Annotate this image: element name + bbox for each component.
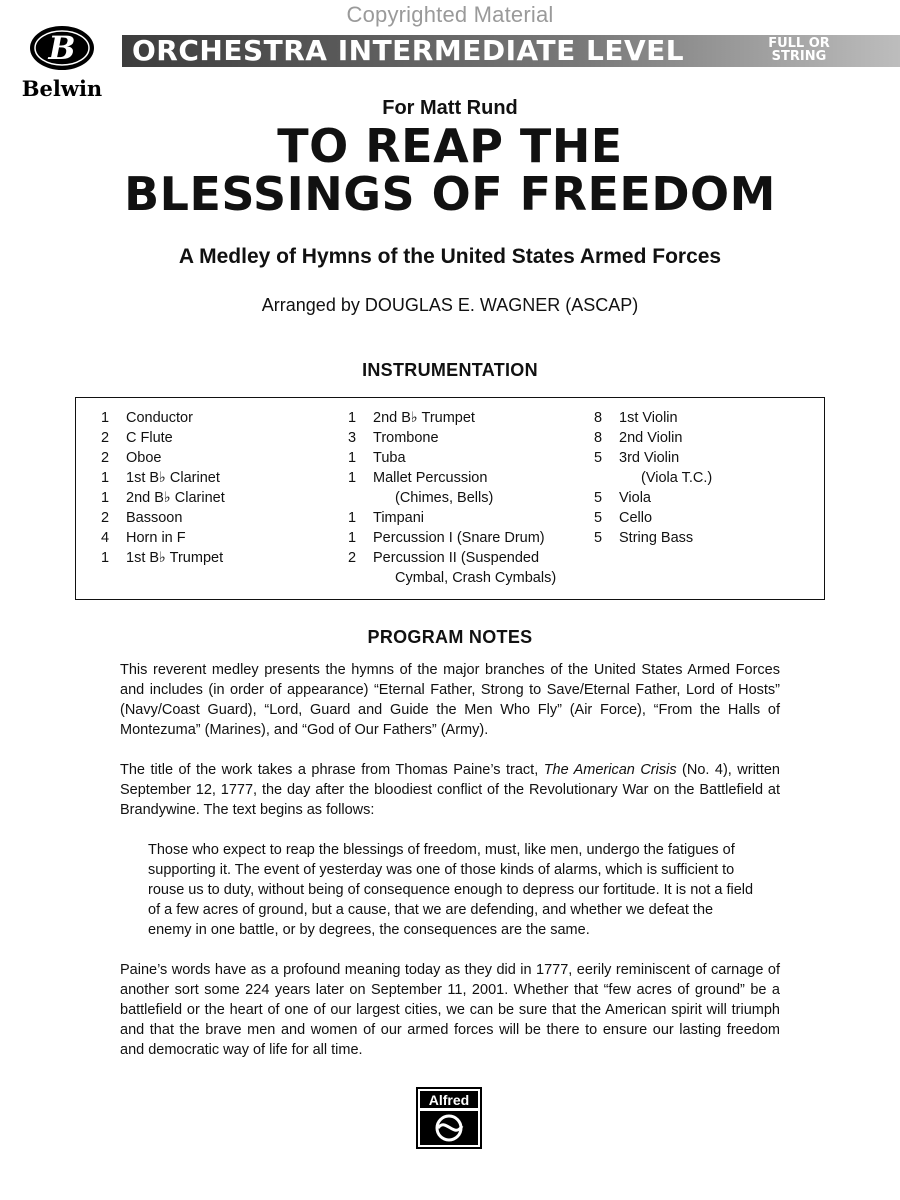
instrument-row: 1 Tuba (348, 450, 406, 466)
program-notes-heading: PROGRAM NOTES (367, 627, 533, 647)
instrument-row: 1 Timpani (348, 510, 425, 526)
level-banner-text: ORCHESTRA INTERMEDIATE LEVEL (132, 34, 685, 67)
instrument-row: 5 3rd Violin (594, 450, 680, 466)
edition-line-2: STRING (771, 49, 827, 64)
instrument-row-continuation: (Viola T.C.) (641, 470, 713, 486)
title-line-1: TO REAP THE (277, 119, 623, 173)
instrument-row: 1 2nd B♭ Trumpet (348, 410, 475, 426)
instrument-row: 1 2nd B♭ Clarinet (101, 490, 225, 506)
paine-quote: Those who expect to reap the blessings of freedom, must, like men, undergo the fatigues of supporting it. The event of yesterday was one of those kinds of alarms, which is sufficient to rouse us to duty, without being of consequence enough to depress our fortitude. It is not a field of a few acres of ground, but a cause, that we are defending, and whether we defeat the enemy in one battle, or by degrees, the consequences are the same. (148, 842, 754, 938)
instrument-row: 1 Percussion I (Snare Drum) (348, 530, 545, 546)
instrument-row: 1 Conductor (101, 410, 193, 426)
alfred-logo-icon (416, 1087, 482, 1149)
instrument-row: 4 Horn in F (101, 530, 186, 546)
instrumentation-box (75, 397, 825, 600)
level-banner-edition (744, 37, 854, 63)
belwin-emblem-letter: B (48, 29, 76, 67)
alfred-wordmark: Alfred (428, 1092, 470, 1108)
instrumentation-column-3 (594, 408, 712, 548)
title-line-2: BLESSINGS OF FREEDOM (124, 167, 776, 221)
instrument-row: 2 Oboe (101, 450, 162, 466)
instrument-row-continuation: (Chimes, Bells) (395, 490, 494, 506)
program-notes-paragraph-3: Paine’s words have as a profound meaning today as they did in 1777, eerily reminiscent of carnage of another sort some 224 years later on September 11, 2001. Whether that “few acres of ground” be a battlefield or the heart of one of our largest cities, we can be sure that the American spirit will triumph and that the brave men and women of our armed forces will be there to ensure our lasting freedom and democratic way of life for all time. (120, 962, 780, 1058)
instrumentation-column-1 (101, 408, 225, 568)
belwin-emblem-icon (28, 24, 96, 72)
level-banner (122, 35, 900, 67)
program-notes-paragraph-1: This reverent medley presents the hymns of the major branches of the United States Armed Forces and includes (in order of appearance) “Eternal Father, Strong to Save/Eternal Father, Lord of Hosts” (Navy/Coast Guard), “Lord, Guard and Guide the Men Who Fly” (Air Force), “From the Halls of Montezuma” (Marines), and “God of Our Fathers” (Army). (120, 662, 780, 738)
dedication: For Matt Rund (382, 97, 518, 119)
program-notes-paragraph-2: The title of the work takes a phrase from Thomas Paine’s tract, The American Crisis (No. 4), written September 12, 1777, the day after the bloodiest conflict of the Revolutionary War on the Battlefield at Brandywine. The text begins as follows: (120, 762, 780, 818)
instrument-row: 5 Cello (594, 510, 653, 526)
work-title (0, 119, 900, 221)
instrument-row: 5 Viola (594, 490, 651, 506)
instrument-row: 2 C Flute (101, 430, 173, 446)
belwin-logo (6, 24, 118, 100)
instrument-row-continuation: Cymbal, Crash Cymbals) (395, 570, 557, 586)
instrument-row: 5 String Bass (594, 530, 694, 546)
alfred-logo (416, 1087, 482, 1149)
publisher-name: Belwin (21, 76, 103, 101)
instrument-row: 1 Mallet Percussion (348, 470, 488, 486)
instrument-row: 8 2nd Violin (594, 430, 683, 446)
arranger-credit: Arranged by DOUGLAS E. WAGNER (ASCAP) (261, 295, 639, 315)
instrumentation-column-2 (348, 408, 556, 588)
copyright-watermark: Copyrighted Material (346, 2, 554, 27)
work-subtitle: A Medley of Hymns of the United States Armed Forces (178, 245, 722, 268)
instrumentation-heading: INSTRUMENTATION (362, 360, 538, 380)
instrument-row: 2 Percussion II (Suspended (348, 550, 540, 566)
instrument-row: 8 1st Violin (594, 410, 678, 426)
instrument-row: 1 1st B♭ Trumpet (101, 550, 224, 566)
edition-line-1: FULL OR (768, 36, 830, 51)
instrument-row: 3 Trombone (348, 430, 439, 446)
crisis-title: The American Crisis (543, 762, 677, 778)
instrument-row: 2 Bassoon (101, 510, 183, 526)
instrument-row: 1 1st B♭ Clarinet (101, 470, 220, 486)
